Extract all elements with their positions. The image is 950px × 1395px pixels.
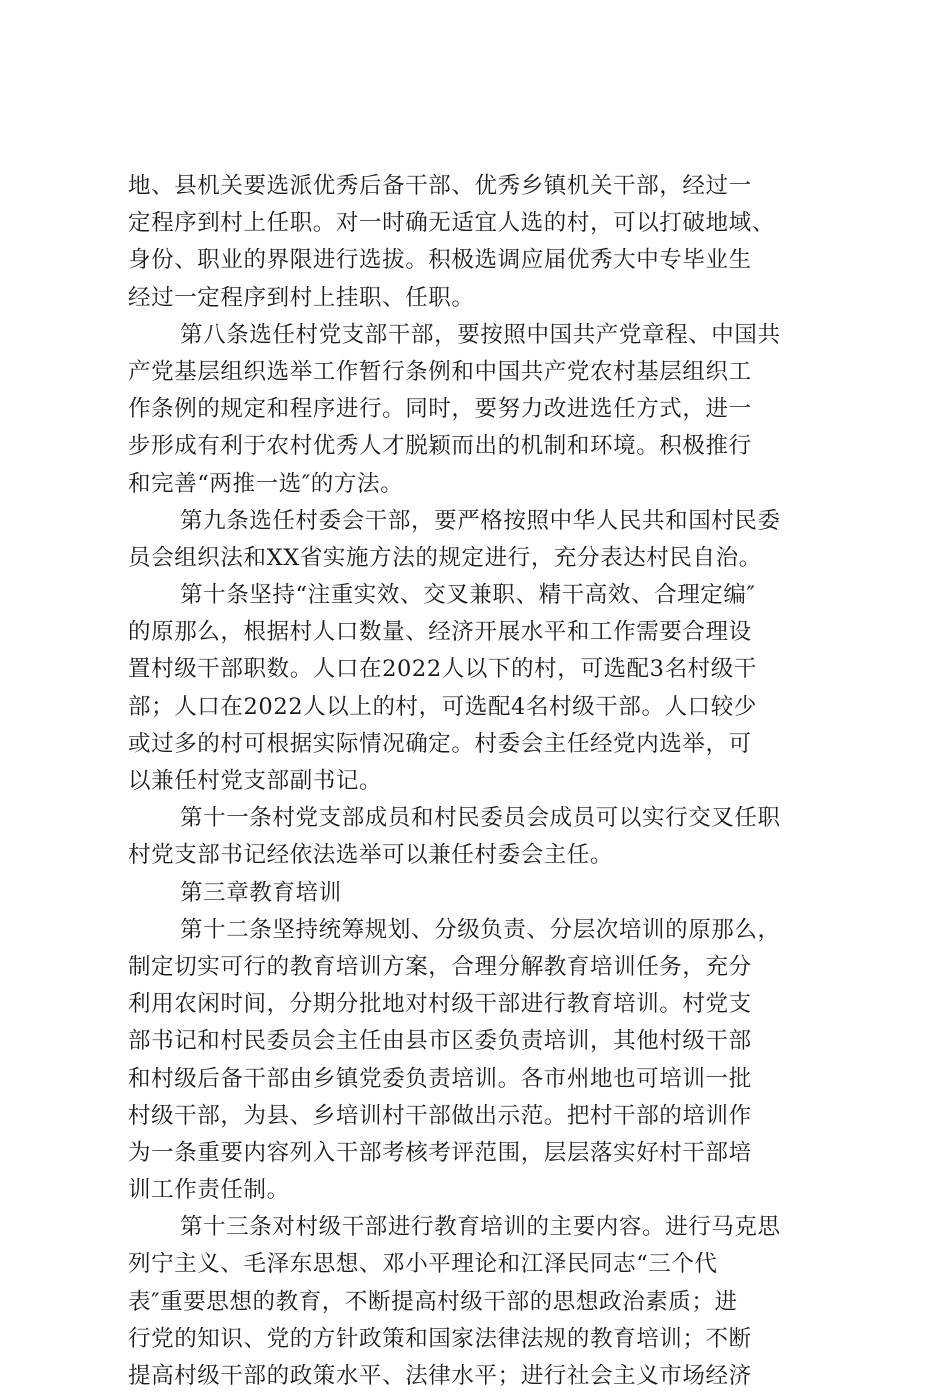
document-line: 第九条选任村委会干部，要严格按照中华人民共和国村民委 bbox=[180, 507, 781, 534]
document-line: 产党基层组织选举工作暂行条例和中国共产党农村基层组织工 bbox=[128, 358, 752, 385]
document-line: 作条例的规定和程序进行。同时，要努力改进选任方式，进一 bbox=[128, 396, 752, 423]
document-line: 村党支部书记经依法选举可以兼任村委会主任。 bbox=[128, 842, 614, 869]
document-line: 行党的知识、党的方针政策和国家法律法规的教育培训；不断 bbox=[128, 1325, 752, 1352]
document-line: 或过多的村可根据实际情况确定。村委会主任经党内选举，可 bbox=[128, 730, 752, 757]
document-line: 提高村级干部的政策水平、法律水平；进行社会主义市场经济 bbox=[128, 1363, 752, 1389]
document-line: 步形成有利于农村优秀人才脱颖而出的机制和环境。积极推行 bbox=[128, 433, 752, 460]
document-line: 列宁主义、毛泽东思想、邓小平理论和江泽民同志“三个代 bbox=[128, 1251, 718, 1278]
document-line: 第八条选任村党支部干部，要按照中国共产党章程、中国共 bbox=[180, 321, 781, 348]
document-line: 第十一条村党支部成员和村民委员会成员可以实行交叉任职 bbox=[180, 805, 781, 832]
document-line: 村级干部，为县、乡培训村干部做出示范。把村干部的培训作 bbox=[128, 1102, 752, 1129]
document-body bbox=[128, 168, 833, 1395]
document-line: 第三章教育培训 bbox=[180, 879, 342, 906]
document-line: 第十条坚持“注重实效、交叉兼职、精干高效、合理定编″ bbox=[180, 582, 756, 609]
document-line: 地、县机关要选派优秀后备干部、优秀乡镇机关干部，经过一 bbox=[128, 173, 752, 199]
document-line: 定程序到村上任职。对一时确无适宜人选的村，可以打破地域、 bbox=[128, 210, 775, 237]
document-line: 和完善“两推一选″的方法。 bbox=[128, 470, 404, 497]
document-line: 训工作责任制。 bbox=[128, 1177, 290, 1204]
document-line: 和村级后备干部由乡镇党委负责培训。各市州地也可培训一批 bbox=[128, 1065, 752, 1092]
document-line: 部；人口在2022人以上的村，可选配4名村级干部。人口较少 bbox=[128, 693, 757, 720]
document-line: 利用农闲时间，分期分批地对村级干部进行教育培训。村党支 bbox=[128, 991, 752, 1018]
document-line: 经过一定程序到村上挂职、任职。 bbox=[128, 284, 475, 311]
document-line: 身份、职业的界限进行选拔。积极选调应届优秀大中专毕业生 bbox=[128, 247, 752, 274]
document-line: 为一条重要内容列入干部考核考评范围，层层落实好村干部培 bbox=[128, 1139, 752, 1166]
document-line: 制定切实可行的教育培训方案，合理分解教育培训任务，充分 bbox=[128, 953, 752, 980]
document-line: 表″重要思想的教育，不断提高村级干部的思想政治素质；进 bbox=[128, 1288, 738, 1315]
document-line: 部书记和村民委员会主任由县市区委负责培训，其他村级干部 bbox=[128, 1028, 752, 1055]
document-line: 置村级干部职数。人口在2022人以下的村，可选配3名村级干 bbox=[128, 656, 757, 683]
document-line: 第十二条坚持统筹规划、分级负责、分层次培训的原那么， bbox=[180, 916, 781, 943]
document-line: 员会组织法和XX省实施方法的规定进行，充分表达村民自治。 bbox=[128, 544, 762, 571]
document-line: 第十三条对村级干部进行教育培训的主要内容。进行马克思 bbox=[180, 1214, 781, 1241]
document-line: 的原那么，根据村人口数量、经济开展水平和工作需要合理设 bbox=[128, 619, 752, 646]
document-line: 以兼任村党支部副书记。 bbox=[128, 768, 383, 794]
